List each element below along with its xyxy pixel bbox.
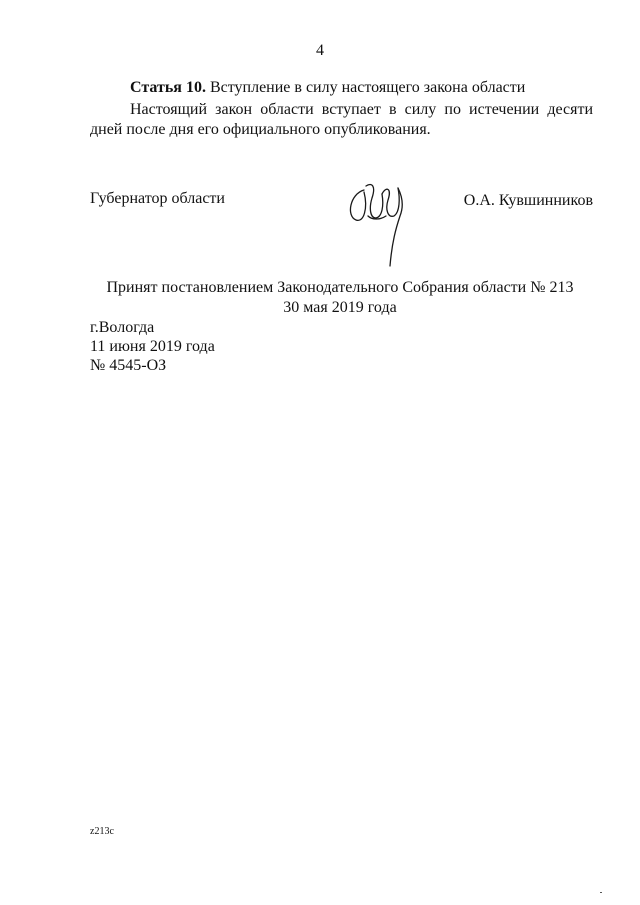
signing-date: 11 июня 2019 года [90, 338, 215, 355]
adoption-line-1: Принят постановлением Законодательного Собрания области № 213 [106, 279, 574, 296]
signatory-role: Губернатор области [90, 190, 225, 207]
article-number: Статья 10. [130, 79, 206, 96]
handwritten-signature [342, 176, 412, 272]
signatory-name: О.А. Кувшинников [463, 192, 593, 209]
scan-speck [600, 892, 602, 893]
article-body: Настоящий закон области вступает в силу по истечении десяти дней после дня его официального опубликования. [90, 101, 593, 138]
adoption-line-2: 30 мая 2019 года [283, 299, 397, 316]
article-heading [130, 78, 593, 98]
law-number: № 4545-ОЗ [90, 357, 167, 374]
article-10 [90, 78, 593, 140]
page-number: 4 [316, 42, 324, 59]
place-and-date [90, 318, 215, 375]
city: г.Вологда [90, 319, 155, 336]
adoption-note [0, 278, 640, 318]
signature-block [90, 190, 593, 290]
article-title: Вступление в силу настоящего закона области [209, 79, 526, 96]
document-code: z213c [90, 826, 114, 837]
